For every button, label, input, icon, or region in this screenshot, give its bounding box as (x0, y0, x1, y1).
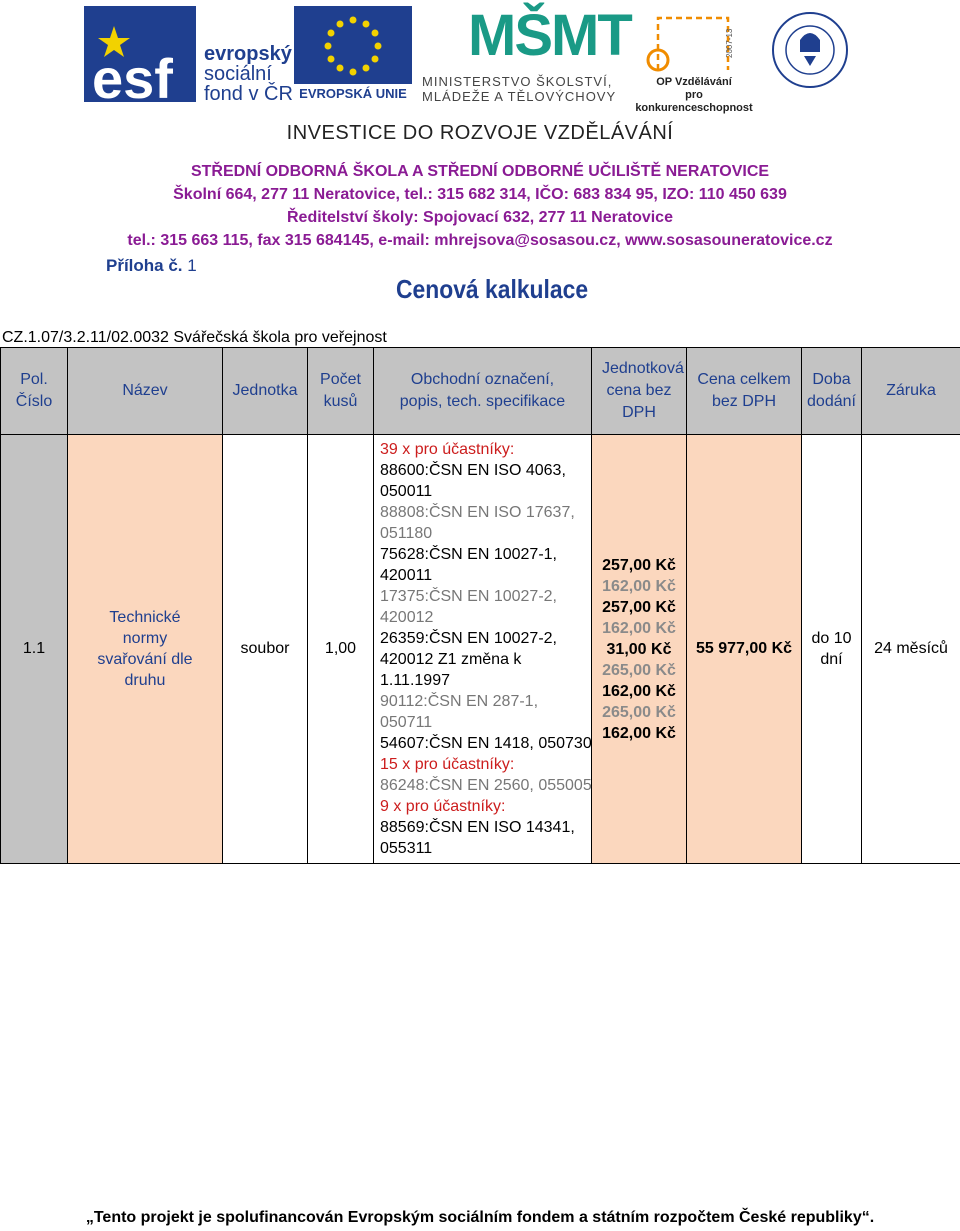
unit-price: 162,00 Kč (602, 682, 676, 700)
school-name: STŘEDNÍ ODBORNÁ ŠKOLA A STŘEDNÍ ODBORNÉ UČILIŠTĚ NERATOVICE (190, 163, 770, 180)
spec-line: 15 x pro účastníky: (380, 756, 515, 773)
spec-line: 39 x pro účastníky: (380, 441, 515, 458)
op-logo (628, 10, 760, 114)
spec-line: 1.11.1997 (380, 672, 450, 689)
header-doba: Doba dodání (802, 348, 862, 435)
op-line1: OP Vzdělávání (656, 76, 732, 88)
priloha (106, 256, 197, 276)
spec-line: 050711 (380, 714, 433, 731)
header-pocet: Počet kusů (308, 348, 374, 435)
svg-text:esf: esf (92, 47, 173, 106)
svg-text:2007-13: 2007-13 (725, 28, 734, 58)
document-title: Cenová kalkulace (396, 274, 589, 304)
school-emblem-icon (770, 0, 850, 100)
unit-price: 162,00 Kč (602, 724, 676, 742)
invest-heading: INVESTICE DO ROZVOJE VZDĚLÁVÁNÍ (286, 122, 674, 144)
school-contact: tel.: 315 663 115, fax 315 684145, e-mail: mhrejsova@sosasou.cz, www.sosasouneratovice.cz (127, 232, 833, 249)
esf-line2: sociální (204, 63, 272, 85)
header-jednotkova-cena: Jednotková cena bez DPH (592, 348, 687, 435)
header-zaruka: Záruka (862, 348, 960, 435)
spec-line: 9 x pro účastníky: (380, 798, 506, 815)
esf-line3: fond v ČR (204, 83, 293, 105)
header-jednotka: Jednotka (223, 348, 308, 435)
esf-line1: evropský (204, 43, 292, 65)
unit-price: 162,00 Kč (602, 619, 676, 637)
header-cena-celkem: Cena celkem bez DPH (687, 348, 802, 435)
unit-price: 257,00 Kč (602, 598, 676, 616)
footer-note: „Tento projekt je spolufinancován Evropským sociálním fondem a státním rozpočtem České republiky“. (85, 1209, 875, 1226)
spec-line: 88569:ČSN EN ISO 14341, (380, 819, 575, 836)
price-table (0, 347, 960, 864)
cell-zaruka: 24 měsíců (862, 435, 960, 864)
spec-line: 75628:ČSN EN 10027-1, (380, 546, 557, 563)
header-pol: Pol. Číslo (1, 348, 68, 435)
cell-nazev: Technické normy svařování dle druhu (68, 435, 223, 864)
eu-flag-icon (294, 6, 412, 84)
msmt-mark: MŠMT (468, 3, 631, 68)
spec-line: 90112:ČSN EN 287-1, (380, 693, 539, 710)
msmt-line2: MLÁDEŽE A TĚLOVÝCHOVY (422, 89, 617, 104)
spec-line: 420012 (380, 609, 434, 626)
table-row (1, 435, 960, 864)
unit-price: 265,00 Kč (602, 703, 676, 721)
spec-line: 420012 Z1 změna k (380, 651, 522, 668)
project-id: CZ.1.07/3.2.11/02.0032 Svářečská škola pro veřejnost (2, 329, 387, 346)
header-nazev: Název (68, 348, 223, 435)
eu-logo (294, 6, 412, 106)
eu-label: EVROPSKÁ UNIE (299, 86, 407, 101)
spec-line: 050011 (380, 483, 433, 500)
priloha-label: Příloha č. (106, 256, 183, 275)
cell-jednotka: soubor (223, 435, 308, 864)
spec-line: 17375:ČSN EN 10027-2, (380, 588, 557, 605)
school-office: Ředitelství školy: Spojovací 632, 277 11 Neratovice (287, 209, 673, 226)
unit-price: 31,00 Kč (606, 640, 672, 658)
table-header-row (1, 348, 960, 435)
unit-price: 265,00 Kč (602, 661, 676, 679)
spec-line: 88808:ČSN EN ISO 17637, (380, 504, 575, 521)
spec-line: 86248:ČSN EN 2560, 055005 (380, 777, 592, 794)
cell-unit-prices (592, 435, 687, 864)
unit-price: 257,00 Kč (602, 556, 676, 574)
spec-line: 055311 (380, 840, 433, 857)
spec-line: 26359:ČSN EN 10027-2, (380, 630, 557, 647)
school-address: Školní 664, 277 11 Neratovice, tel.: 315 682 314, IČO: 683 834 95, IZO: 110 450 639 (173, 186, 787, 203)
msmt-line1: MINISTERSTVO ŠKOLSTVÍ, (422, 74, 613, 89)
cell-pol: 1.1 (1, 435, 68, 864)
spec-line: 54607:ČSN EN 1418, 050730 (380, 735, 592, 752)
spec-line: 88600:ČSN EN ISO 4063, (380, 462, 566, 479)
msmt-logo (418, 4, 630, 104)
unit-price: 162,00 Kč (602, 577, 676, 595)
esf-logo (84, 6, 294, 106)
cell-cena-celkem: 55 977,00 Kč (687, 435, 802, 864)
cell-spec (374, 435, 592, 864)
spec-line: 051180 (380, 525, 433, 542)
op-line2: pro konkurenceschopnost (635, 89, 753, 114)
header-obchodni: Obchodní označení, popis, tech. specifikace (374, 348, 592, 435)
op-emblem-icon (628, 10, 760, 74)
cell-doba: do 10 dní (802, 435, 862, 864)
cell-pocet: 1,00 (308, 435, 374, 864)
priloha-number: 1 (187, 256, 197, 275)
school-logo (770, 0, 850, 100)
spec-line: 420011 (380, 567, 433, 584)
